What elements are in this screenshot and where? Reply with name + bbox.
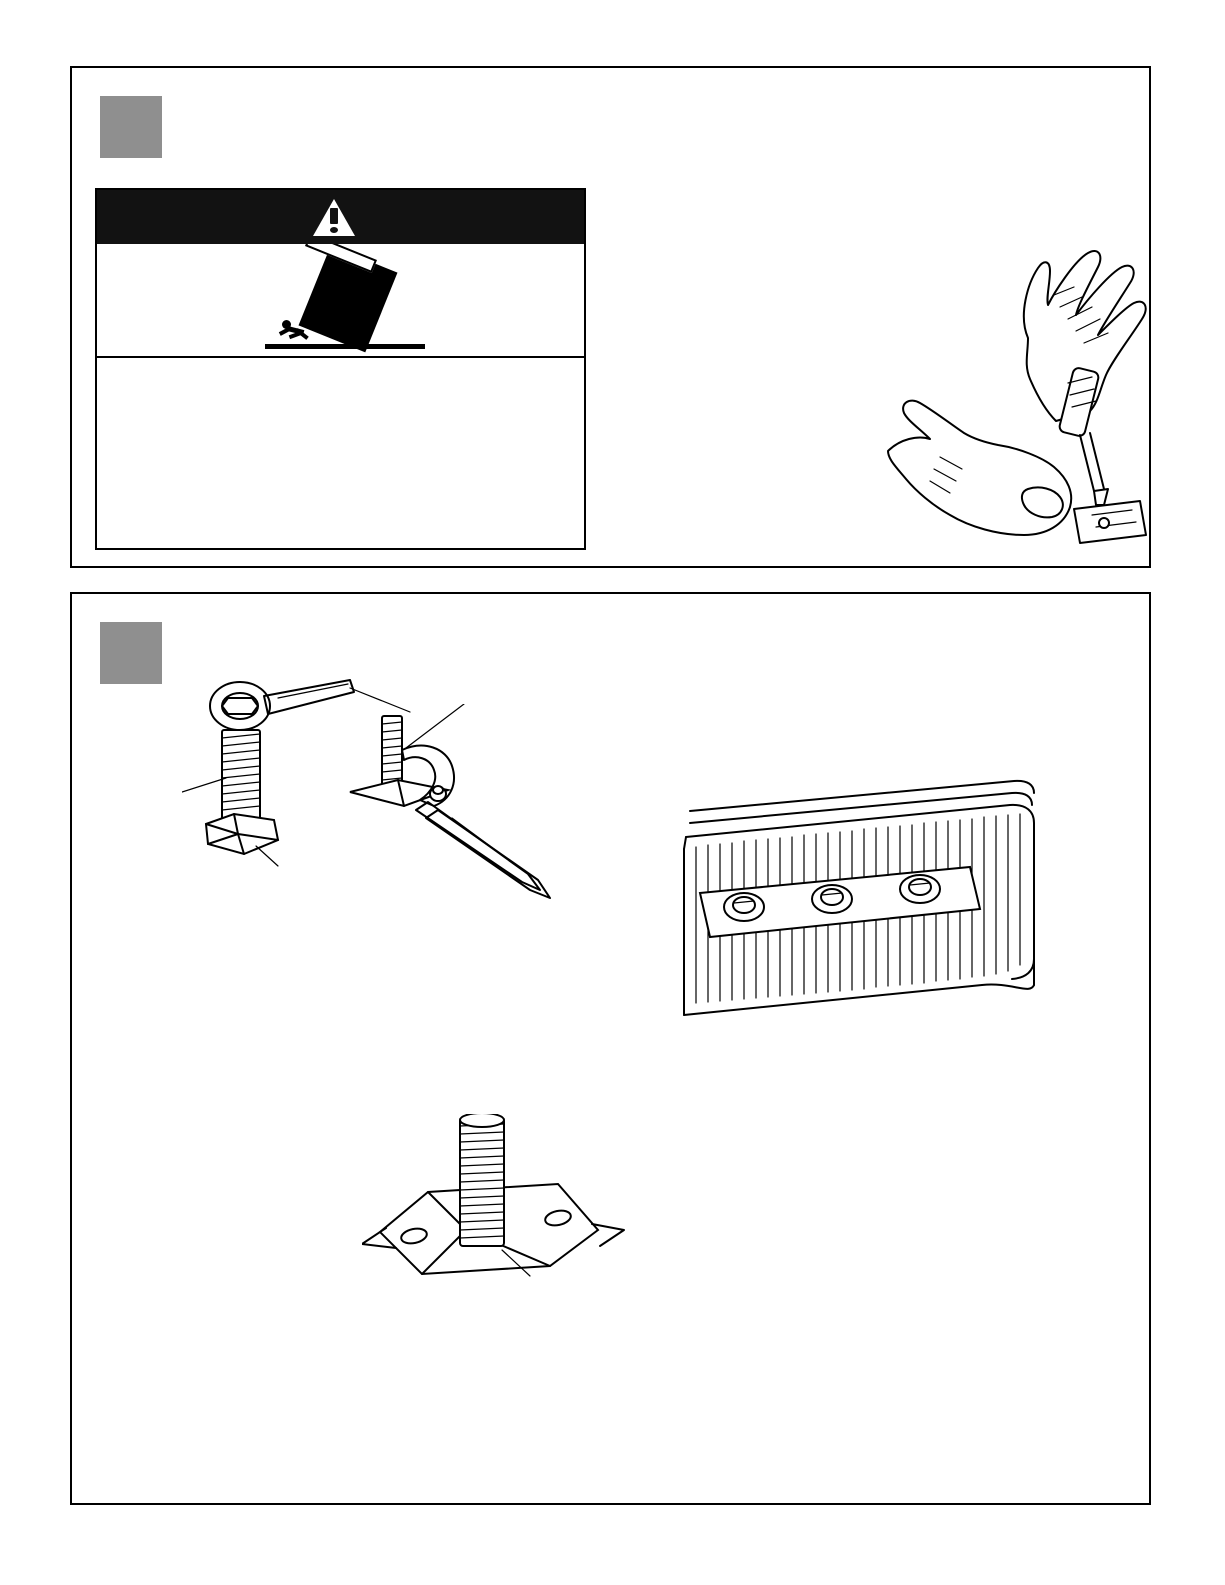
pliers-gripping-bolt-illustration <box>342 704 592 934</box>
warning-header <box>97 190 584 244</box>
floor-line <box>265 344 425 349</box>
tipping-appliance-icon <box>97 244 584 358</box>
instruction-panel-bottom <box>70 592 1151 1505</box>
hand-holding-screwdriver-illustration <box>878 243 1168 573</box>
warning-triangle-icon <box>313 199 355 236</box>
child-figure-icon <box>279 320 313 344</box>
instruction-panel-top <box>70 66 1151 568</box>
appliance-front-leveling-legs-illustration <box>682 779 1042 1029</box>
warning-box <box>95 188 586 550</box>
bracket-with-threaded-bolt-illustration <box>362 1114 642 1334</box>
step-number-chip <box>100 622 162 684</box>
warning-body-text <box>97 358 584 548</box>
step-number-chip <box>100 96 162 158</box>
